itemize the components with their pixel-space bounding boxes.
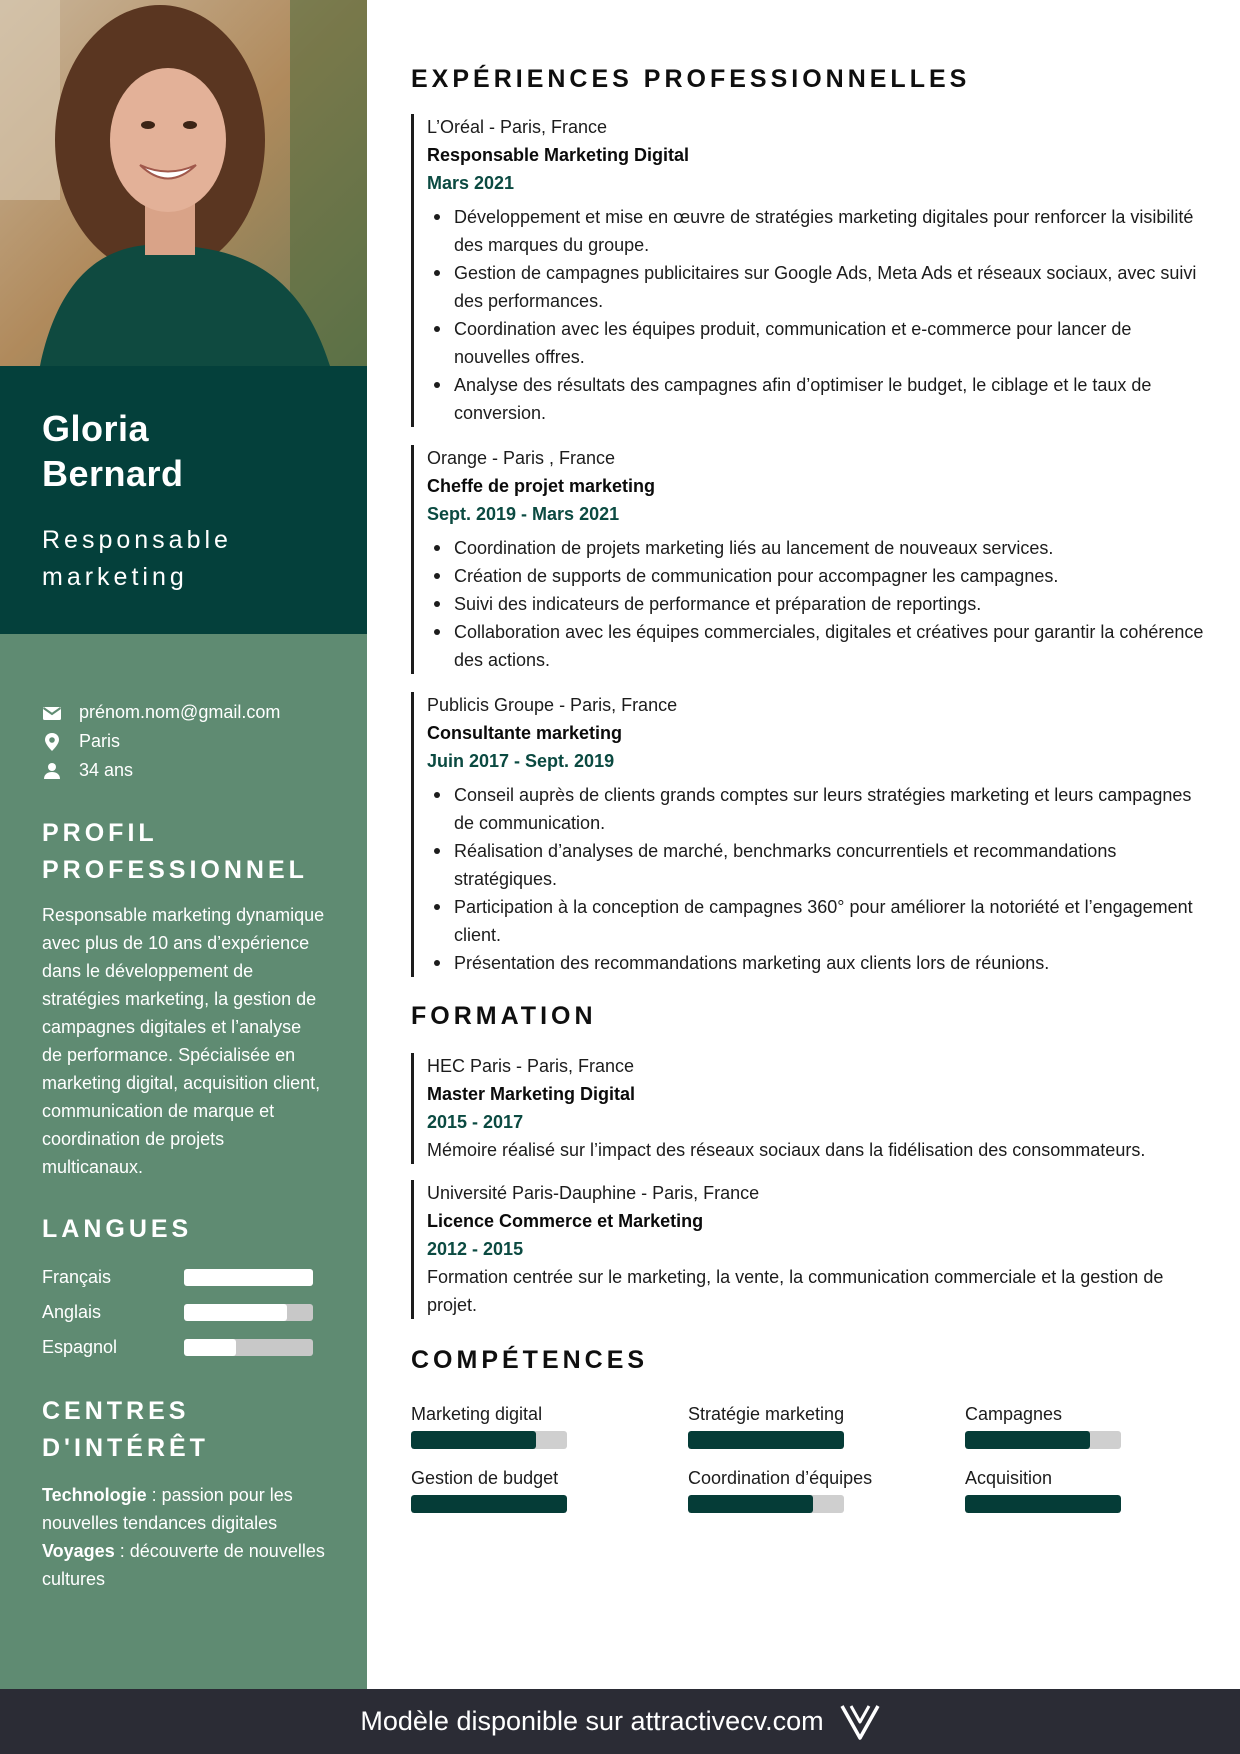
entry-role: Licence Commerce et Marketing [427, 1211, 704, 1231]
entry-description: Mémoire réalisé sur l’impact des réseaux sociaux dans la fidélisation des consommateurs. [427, 1140, 1146, 1160]
person-icon [42, 761, 62, 781]
contact-email [42, 698, 325, 727]
profil-text: Responsable marketing dynamique avec plus de 10 ans d’expérience dans le développement de stratégies marketing, la gestion de campagnes digitales et l’analyse de performance. Spécialisée en marketing digital, acquisition client, communication de marque et coordination de projets multicanaux. [42, 905, 325, 1177]
bullet-item: Présentation des recommandations marketing aux clients lors de réunions. [427, 949, 1211, 977]
entry-bullets [427, 203, 1211, 427]
email-text: prénom.nom@gmail.com [79, 702, 281, 722]
skill-item [688, 1465, 965, 1513]
skill-level-fill [411, 1431, 536, 1449]
profile-photo [0, 0, 367, 366]
name-band [0, 366, 367, 634]
language-level-bar [184, 1304, 313, 1321]
attractivecv-logo-icon [840, 1704, 880, 1740]
skill-name: Acquisition [965, 1468, 1053, 1488]
formation-entry [411, 1053, 1211, 1164]
skill-item [965, 1401, 1211, 1449]
competences-heading: COMPÉTENCES [411, 1346, 649, 1374]
skill-level-fill [965, 1495, 1121, 1513]
skill-item [411, 1401, 688, 1449]
bullet-item: Collaboration avec les équipes commerciales, digitales et créatives pour garantir la cohérence des actions. [427, 618, 1211, 674]
entry-date: Sept. 2019 - Mars 2021 [427, 504, 620, 524]
profil-heading: PROFIL PROFESSIONNEL [42, 819, 308, 884]
langues-heading: LANGUES [42, 1215, 193, 1243]
skill-level-bar [411, 1431, 567, 1449]
bullet-item: Création de supports de communication pour accompagner les campagnes. [427, 562, 1211, 590]
footer-banner[interactable] [0, 1689, 1240, 1754]
entry-bullets [427, 781, 1211, 977]
bullet-item: Analyse des résultats des campagnes afin d’optimiser le budget, le ciblage et le taux de conversion. [427, 371, 1211, 427]
language-level-fill [184, 1339, 236, 1356]
experience-entry [411, 114, 1211, 427]
skill-level-fill [688, 1431, 844, 1449]
skill-level-fill [688, 1495, 813, 1513]
interets-heading: CENTRES D'INTÉRÊT [42, 1397, 209, 1462]
skill-level-bar [965, 1431, 1121, 1449]
bullet-item: Coordination de projets marketing liés au lancement de nouveaux services. [427, 534, 1211, 562]
bullet-item: Conseil auprès de clients grands comptes sur leurs stratégies marketing et leurs campagnes de communication. [427, 781, 1211, 837]
footer-text[interactable]: Modèle disponible sur attractivecv.com [360, 1706, 824, 1736]
experience-entry [411, 445, 1211, 674]
skill-name: Gestion de budget [411, 1468, 559, 1488]
first-name: Gloria [42, 408, 150, 449]
skill-name: Coordination d’équipes [688, 1468, 873, 1488]
skill-item [965, 1465, 1211, 1513]
bullet-item: Participation à la conception de campagnes 360° pour améliorer la notoriété et l’engagement client. [427, 893, 1211, 949]
location-pin-icon [42, 732, 62, 752]
entry-description: Formation centrée sur le marketing, la vente, la communication commerciale et la gestion de projet. [427, 1267, 1164, 1315]
age-text: 34 ans [79, 760, 134, 780]
job-title: Responsable marketing [42, 526, 232, 591]
contact-age [42, 756, 325, 785]
contact-location [42, 727, 325, 756]
interest-label: Technologie [42, 1485, 147, 1505]
sidebar-content [0, 634, 367, 1593]
bullet-item: Réalisation d’analyses de marché, benchmarks concurrentiels et recommandations stratégiques. [427, 837, 1211, 893]
skill-level-fill [411, 1495, 567, 1513]
language-row [42, 1260, 325, 1295]
language-level-fill [184, 1304, 287, 1321]
interest-item [42, 1481, 332, 1537]
skill-item [411, 1465, 688, 1513]
bullet-item: Coordination avec les équipes produit, communication et e-commerce pour lancer de nouvelles offres. [427, 315, 1211, 371]
entry-org: L’Oréal - Paris, France [427, 117, 608, 137]
entry-org: Université Paris-Dauphine - Paris, France [427, 1183, 760, 1203]
skill-name: Campagnes [965, 1404, 1063, 1424]
entry-role: Cheffe de projet marketing [427, 476, 656, 496]
bullet-item: Développement et mise en œuvre de stratégies marketing digitales pour renforcer la visibilité des marques du groupe. [427, 203, 1211, 259]
skill-name: Stratégie marketing [688, 1404, 845, 1424]
entry-date: Juin 2017 - Sept. 2019 [427, 751, 615, 771]
location-text: Paris [79, 731, 121, 751]
entry-role: Master Marketing Digital [427, 1084, 636, 1104]
interest-text: : passion pour les nouvelles tendances digitales [42, 1485, 293, 1533]
language-level-bar [184, 1269, 313, 1286]
last-name: Bernard [42, 453, 184, 494]
experience-entry [411, 692, 1211, 977]
language-name: Anglais [42, 1302, 102, 1322]
skill-level-bar [688, 1495, 844, 1513]
entry-org: HEC Paris - Paris, France [427, 1056, 635, 1076]
language-name: Français [42, 1267, 112, 1287]
entry-date: 2012 - 2015 [427, 1239, 524, 1259]
interest-text: : découverte de nouvelles cultures [42, 1541, 325, 1589]
skill-item [688, 1401, 965, 1449]
skills-grid [411, 1401, 1211, 1513]
interest-item [42, 1537, 332, 1593]
bullet-item: Suivi des indicateurs de performance et préparation de reportings. [427, 590, 1211, 618]
entry-role: Consultante marketing [427, 723, 623, 743]
skill-level-fill [965, 1431, 1090, 1449]
language-row [42, 1295, 325, 1330]
language-level-fill [184, 1269, 313, 1286]
formation-entry [411, 1180, 1211, 1319]
bullet-item: Gestion de campagnes publicitaires sur Google Ads, Meta Ads et réseaux sociaux, avec suivi des performances. [427, 259, 1211, 315]
formation-heading: FORMATION [411, 1002, 597, 1030]
skill-level-bar [965, 1495, 1121, 1513]
entry-bullets [427, 534, 1211, 674]
entry-org: Orange - Paris , France [427, 448, 616, 468]
entry-org: Publicis Groupe - Paris, France [427, 695, 678, 715]
interets-list [42, 1481, 332, 1593]
language-level-bar [184, 1339, 313, 1356]
language-row [42, 1330, 325, 1365]
langues-list [42, 1260, 325, 1365]
entry-date: Mars 2021 [427, 173, 515, 193]
skill-level-bar [411, 1495, 567, 1513]
language-name: Espagnol [42, 1337, 118, 1357]
skill-level-bar [688, 1431, 844, 1449]
mail-icon [42, 703, 62, 723]
interest-label: Voyages [42, 1541, 115, 1561]
experience-heading: EXPÉRIENCES PROFESSIONNELLES [411, 65, 971, 93]
main-content [411, 62, 1211, 1513]
skill-name: Marketing digital [411, 1404, 543, 1424]
entry-role: Responsable Marketing Digital [427, 145, 690, 165]
sidebar [0, 0, 367, 1689]
entry-date: 2015 - 2017 [427, 1112, 524, 1132]
